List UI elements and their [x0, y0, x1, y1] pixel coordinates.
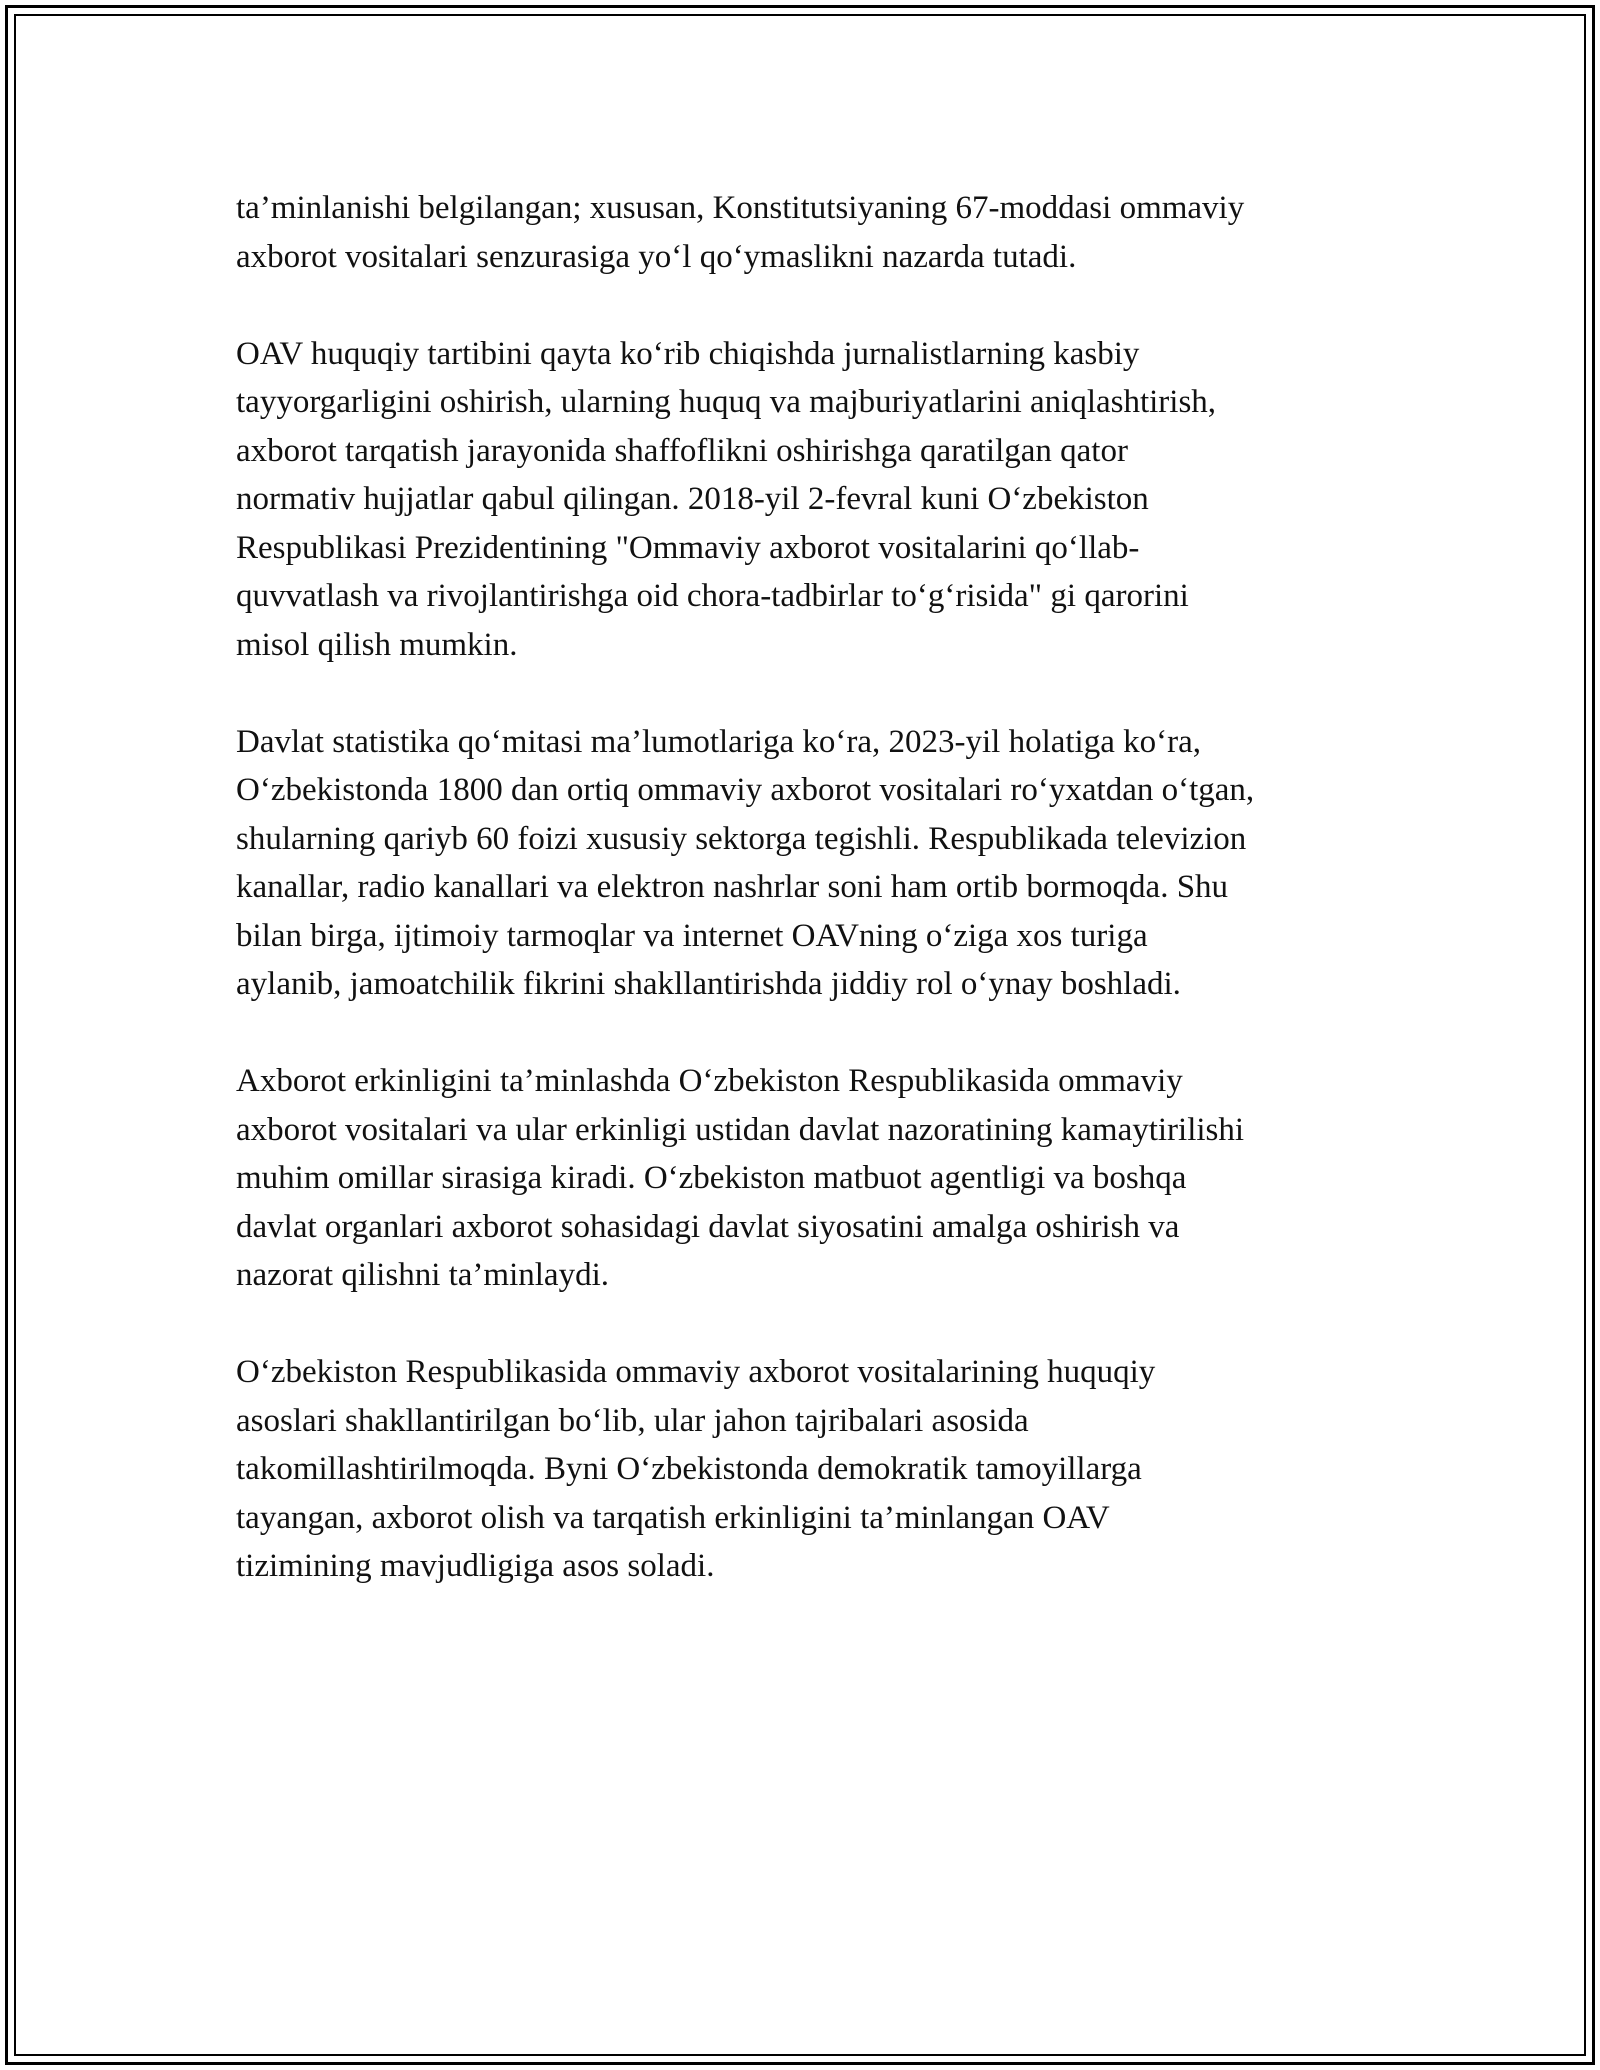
paragraph-3: Davlat statistika qo‘mitasi ma’lumotlariga ko‘ra, 2023-yil holatiga ko‘ra, O‘zbekistonda 1800 dan ortiq ommaviy axborot vositalari ro‘yxatdan o‘tgan, shularning qariyb 60 foizi xususiy sektorga tegishli. Respublikada televizion kanallar, radio kanallari va elektron nashrlar soni ham ortib bormoqda. Shu bilan birga, ijtimoiy tarmoqlar va internet OAVning o‘ziga xos turiga aylanib, jamoatchilik fikrini shakllantirishda jiddiy rol o‘ynay boshladi.	[236, 723, 1255, 1002]
paragraph-2: OAV huquqiy tartibini qayta ko‘rib chiqishda jurnalistlarning kasbiy tayyorgarligini oshirish, ularning huquq va majburiyatlarini aniqlashtirish, axborot tarqatish jarayonida shaffoflikni oshirishga qaratilgan qator normativ hujjatlar qabul qilingan. 2018-yil 2-fevral kuni O‘zbekiston Respublikasi Prezidentining "Ommaviy axborot vositalarini qo‘llab- quvvatlash va rivojlantirishga oid chora-tadbirlar to‘g‘risida" gi qarorini misol qilish mumkin.	[236, 335, 1217, 663]
paragraph-1: ta’minlanishi belgilangan; xususan, Konstitutsiyaning 67-moddasi ommaviy axborot vositalari senzurasiga yo‘l qo‘ymaslikni nazarda tutadi.	[236, 190, 1245, 275]
paragraph-5: O‘zbekiston Respublikasida ommaviy axborot vositalarining huquqiy asoslari shakllantirilgan bo‘lib, ular jahon tajribalari asosida takomillashtirilmoqda. Byni O‘zbekistonda demokratik tamoyillarga tayangan, axborot olish va tarqatish erkinligini ta’minlangan OAV tizimining mavjudligiga asos soladi.	[236, 1354, 1156, 1584]
document-body	[236, 184, 1386, 1639]
paragraph-4: Axborot erkinligini ta’minlashda O‘zbekiston Respublikasida ommaviy axborot vositalari va ular erkinligi ustidan davlat nazoratining kamaytirilishi muhim omillar sirasiga kiradi. O‘zbekiston matbuot agentligi va boshqa davlat organlari axborot sohasidagi davlat siyosatini amalga oshirish va nazorat qilishni ta’minlaydi.	[236, 1063, 1245, 1293]
